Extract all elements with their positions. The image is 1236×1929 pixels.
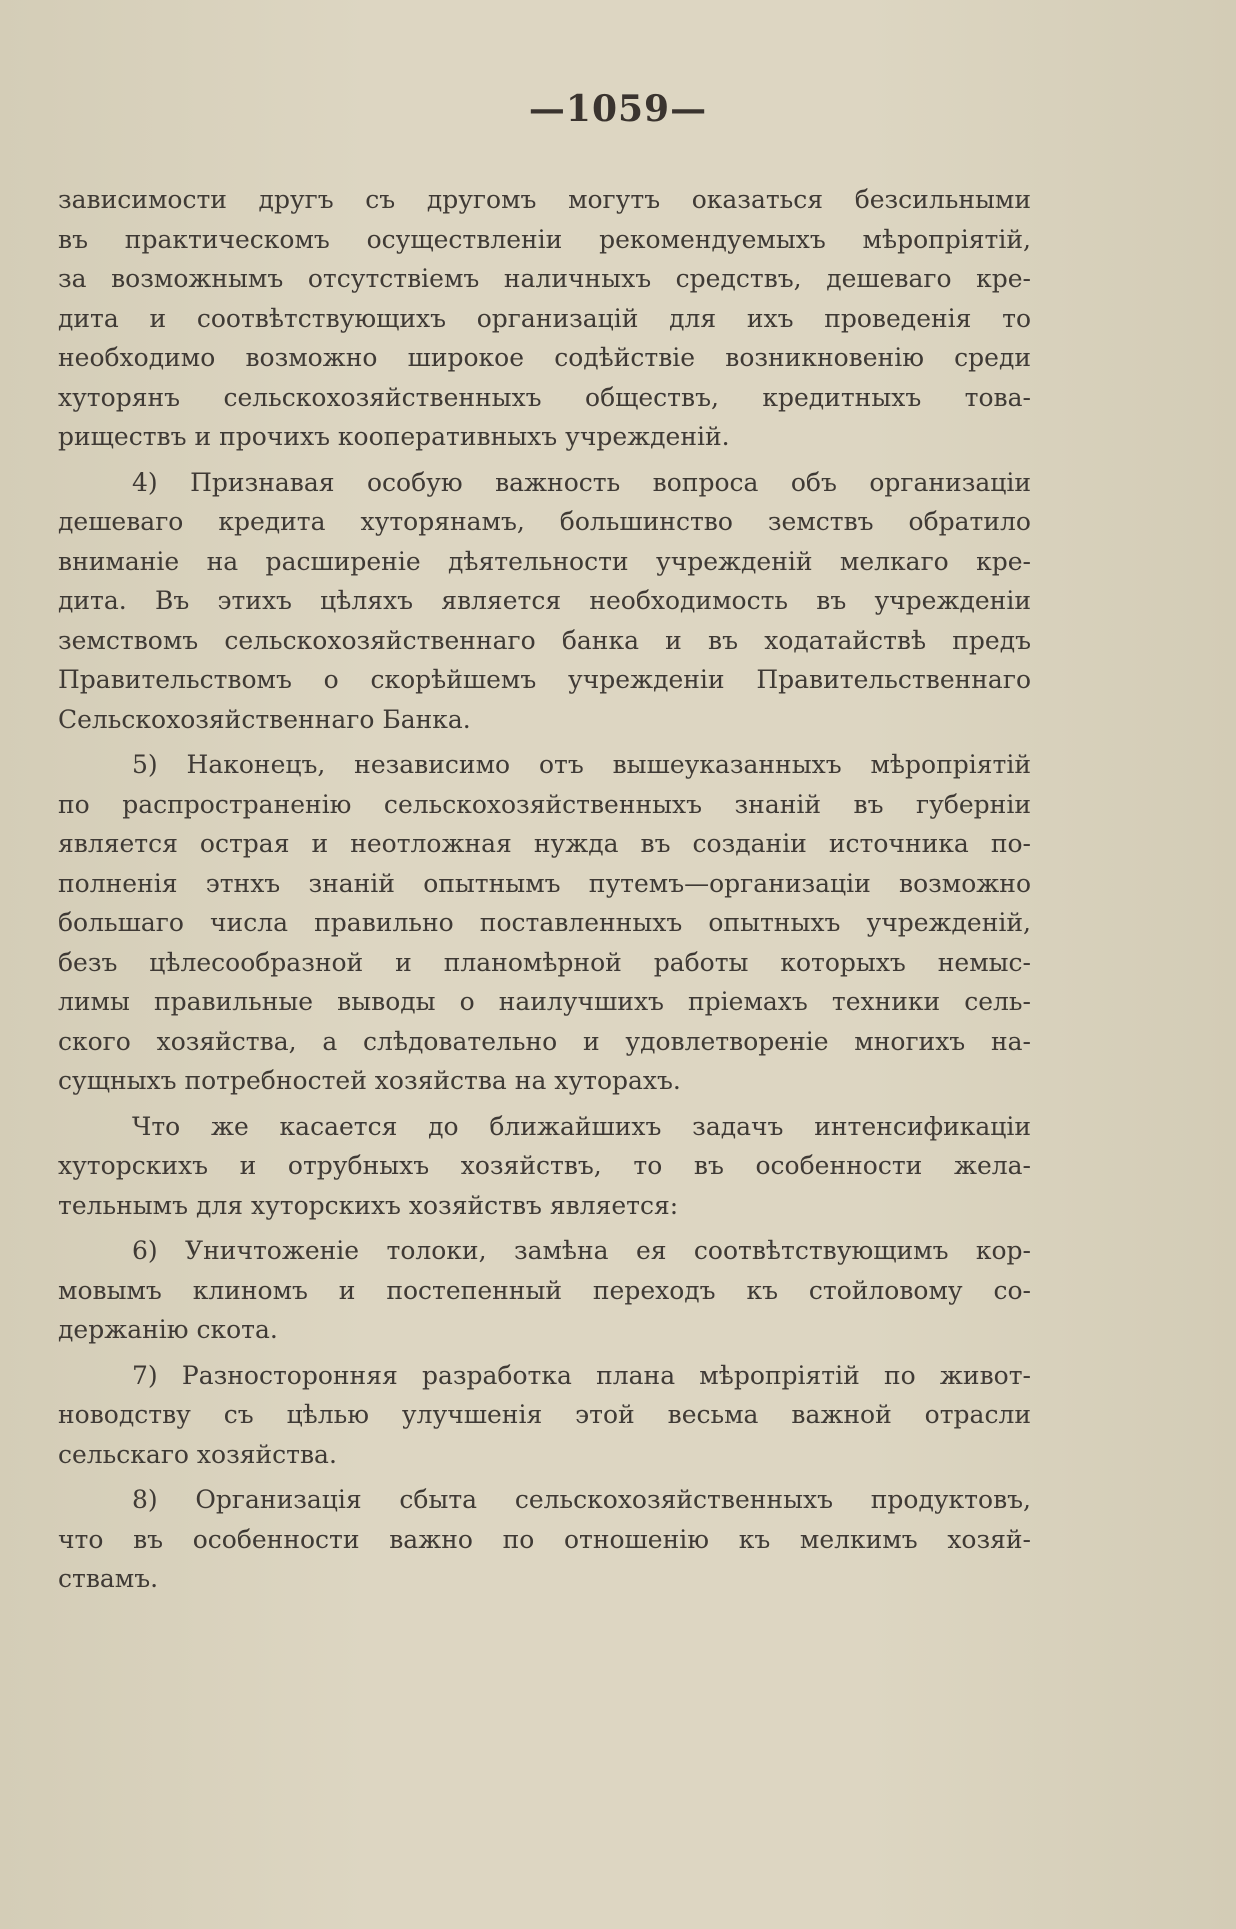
text-line: риществъ и прочихъ кооперативныхъ учрежденій. <box>58 422 730 451</box>
paragraph-5 <box>58 1231 1031 1350</box>
paragraph-2 <box>58 463 1031 740</box>
text-line: большаго числа правильно поставленныхъ опытныхъ учрежденій, <box>58 908 1031 937</box>
text-line: хуторскихъ и отрубныхъ хозяйствъ, то въ особенности жела- <box>58 1151 1031 1180</box>
text-line: по распространенію сельскохозяйственныхъ знаній въ губерніи <box>58 789 1031 819</box>
text-line: мовымъ клиномъ и постепенный переходъ къ стойловому со- <box>58 1275 1031 1305</box>
text-line: полненія этнхъ знаній опытнымъ путемъ—организаціи возможно <box>58 868 1031 898</box>
text-line: необходимо возможно широкое содѣйствіе возникновенію среди <box>58 343 1031 372</box>
text-line: Правительствомъ о скорѣйшемъ учрежденіи Правительственнаго <box>58 665 1031 694</box>
text-line: хуторянъ сельскохозяйственныхъ обществъ, кредитныхъ това- <box>58 382 1031 412</box>
text-line: безъ цѣлесообразной и планомѣрной работы которыхъ немыс- <box>58 947 1031 977</box>
text-line: земствомъ сельскохозяйственнаго банка и въ ходатайствѣ предъ <box>58 625 1031 655</box>
text-line: дита. Въ этихъ цѣляхъ является необходимость въ учрежденіи <box>58 586 1031 615</box>
text-line: сельскаго хозяйства. <box>58 1439 337 1469</box>
text-line: въ практическомъ осуществленіи рекомендуемыхъ мѣропріятій, <box>58 224 1031 254</box>
text-line: зависимости другъ съ другомъ могутъ оказаться безсильными <box>58 185 1031 214</box>
paragraph-3 <box>58 745 1031 1101</box>
text-line: Что же касается до ближайшихъ задачъ интенсификаціи <box>132 1111 1031 1141</box>
paragraph-1 <box>58 180 1031 457</box>
text-line: тельнымъ для хуторскихъ хозяйствъ является: <box>58 1190 679 1220</box>
text-line: 7) Разносторонняя разработка плана мѣропріятій по живот- <box>132 1360 1031 1390</box>
text-line: ского хозяйства, а слѣдовательно и удовлетвореніе многихъ на- <box>58 1026 1031 1056</box>
text-line: 4) Признавая особую важность вопроса объ организаціи <box>132 467 1031 497</box>
text-line: вниманіе на расширеніе дѣятельности учрежденій мелкаго кре- <box>58 546 1031 576</box>
text-line: за возможнымъ отсутствіемъ наличныхъ средствъ, дешеваго кре- <box>58 264 1031 293</box>
text-line: лимы правильные выводы о наилучшихъ пріемахъ техники сель- <box>58 987 1031 1016</box>
paragraph-6 <box>58 1356 1031 1475</box>
text-line: Сельскохозяйственнаго Банка. <box>58 704 471 734</box>
paragraph-7 <box>58 1480 1031 1599</box>
text-line: новодству съ цѣлью улучшенія этой весьма важной отрасли <box>58 1400 1031 1429</box>
text-line: является острая и неотложная нужда въ созданіи источника по- <box>58 829 1031 858</box>
text-line: 6) Уничтоженіе толоки, замѣна ея соотвѣтствующимъ кор- <box>132 1236 1031 1265</box>
text-line: дита и соотвѣтствующихъ организацій для ихъ проведенія то <box>58 303 1031 333</box>
text-line: 8) Организація сбыта сельскохозяйственныхъ продуктовъ, <box>132 1485 1031 1514</box>
document-body <box>58 180 1031 1599</box>
text-line: сущныхъ потребностей хозяйства на хуторахъ. <box>58 1066 681 1095</box>
page-number: —1059— <box>528 88 708 130</box>
paragraph-4 <box>58 1107 1031 1226</box>
text-line: что въ особенности важно по отношенію къ мелкимъ хозяй- <box>58 1524 1031 1554</box>
text-line: ствамъ. <box>58 1564 159 1593</box>
text-line: держанію скота. <box>58 1315 278 1344</box>
text-line: дешеваго кредита хуторянамъ, большинство земствъ обратило <box>58 507 1031 536</box>
text-line: 5) Наконецъ, независимо отъ вышеуказанныхъ мѣропріятій <box>132 750 1031 779</box>
